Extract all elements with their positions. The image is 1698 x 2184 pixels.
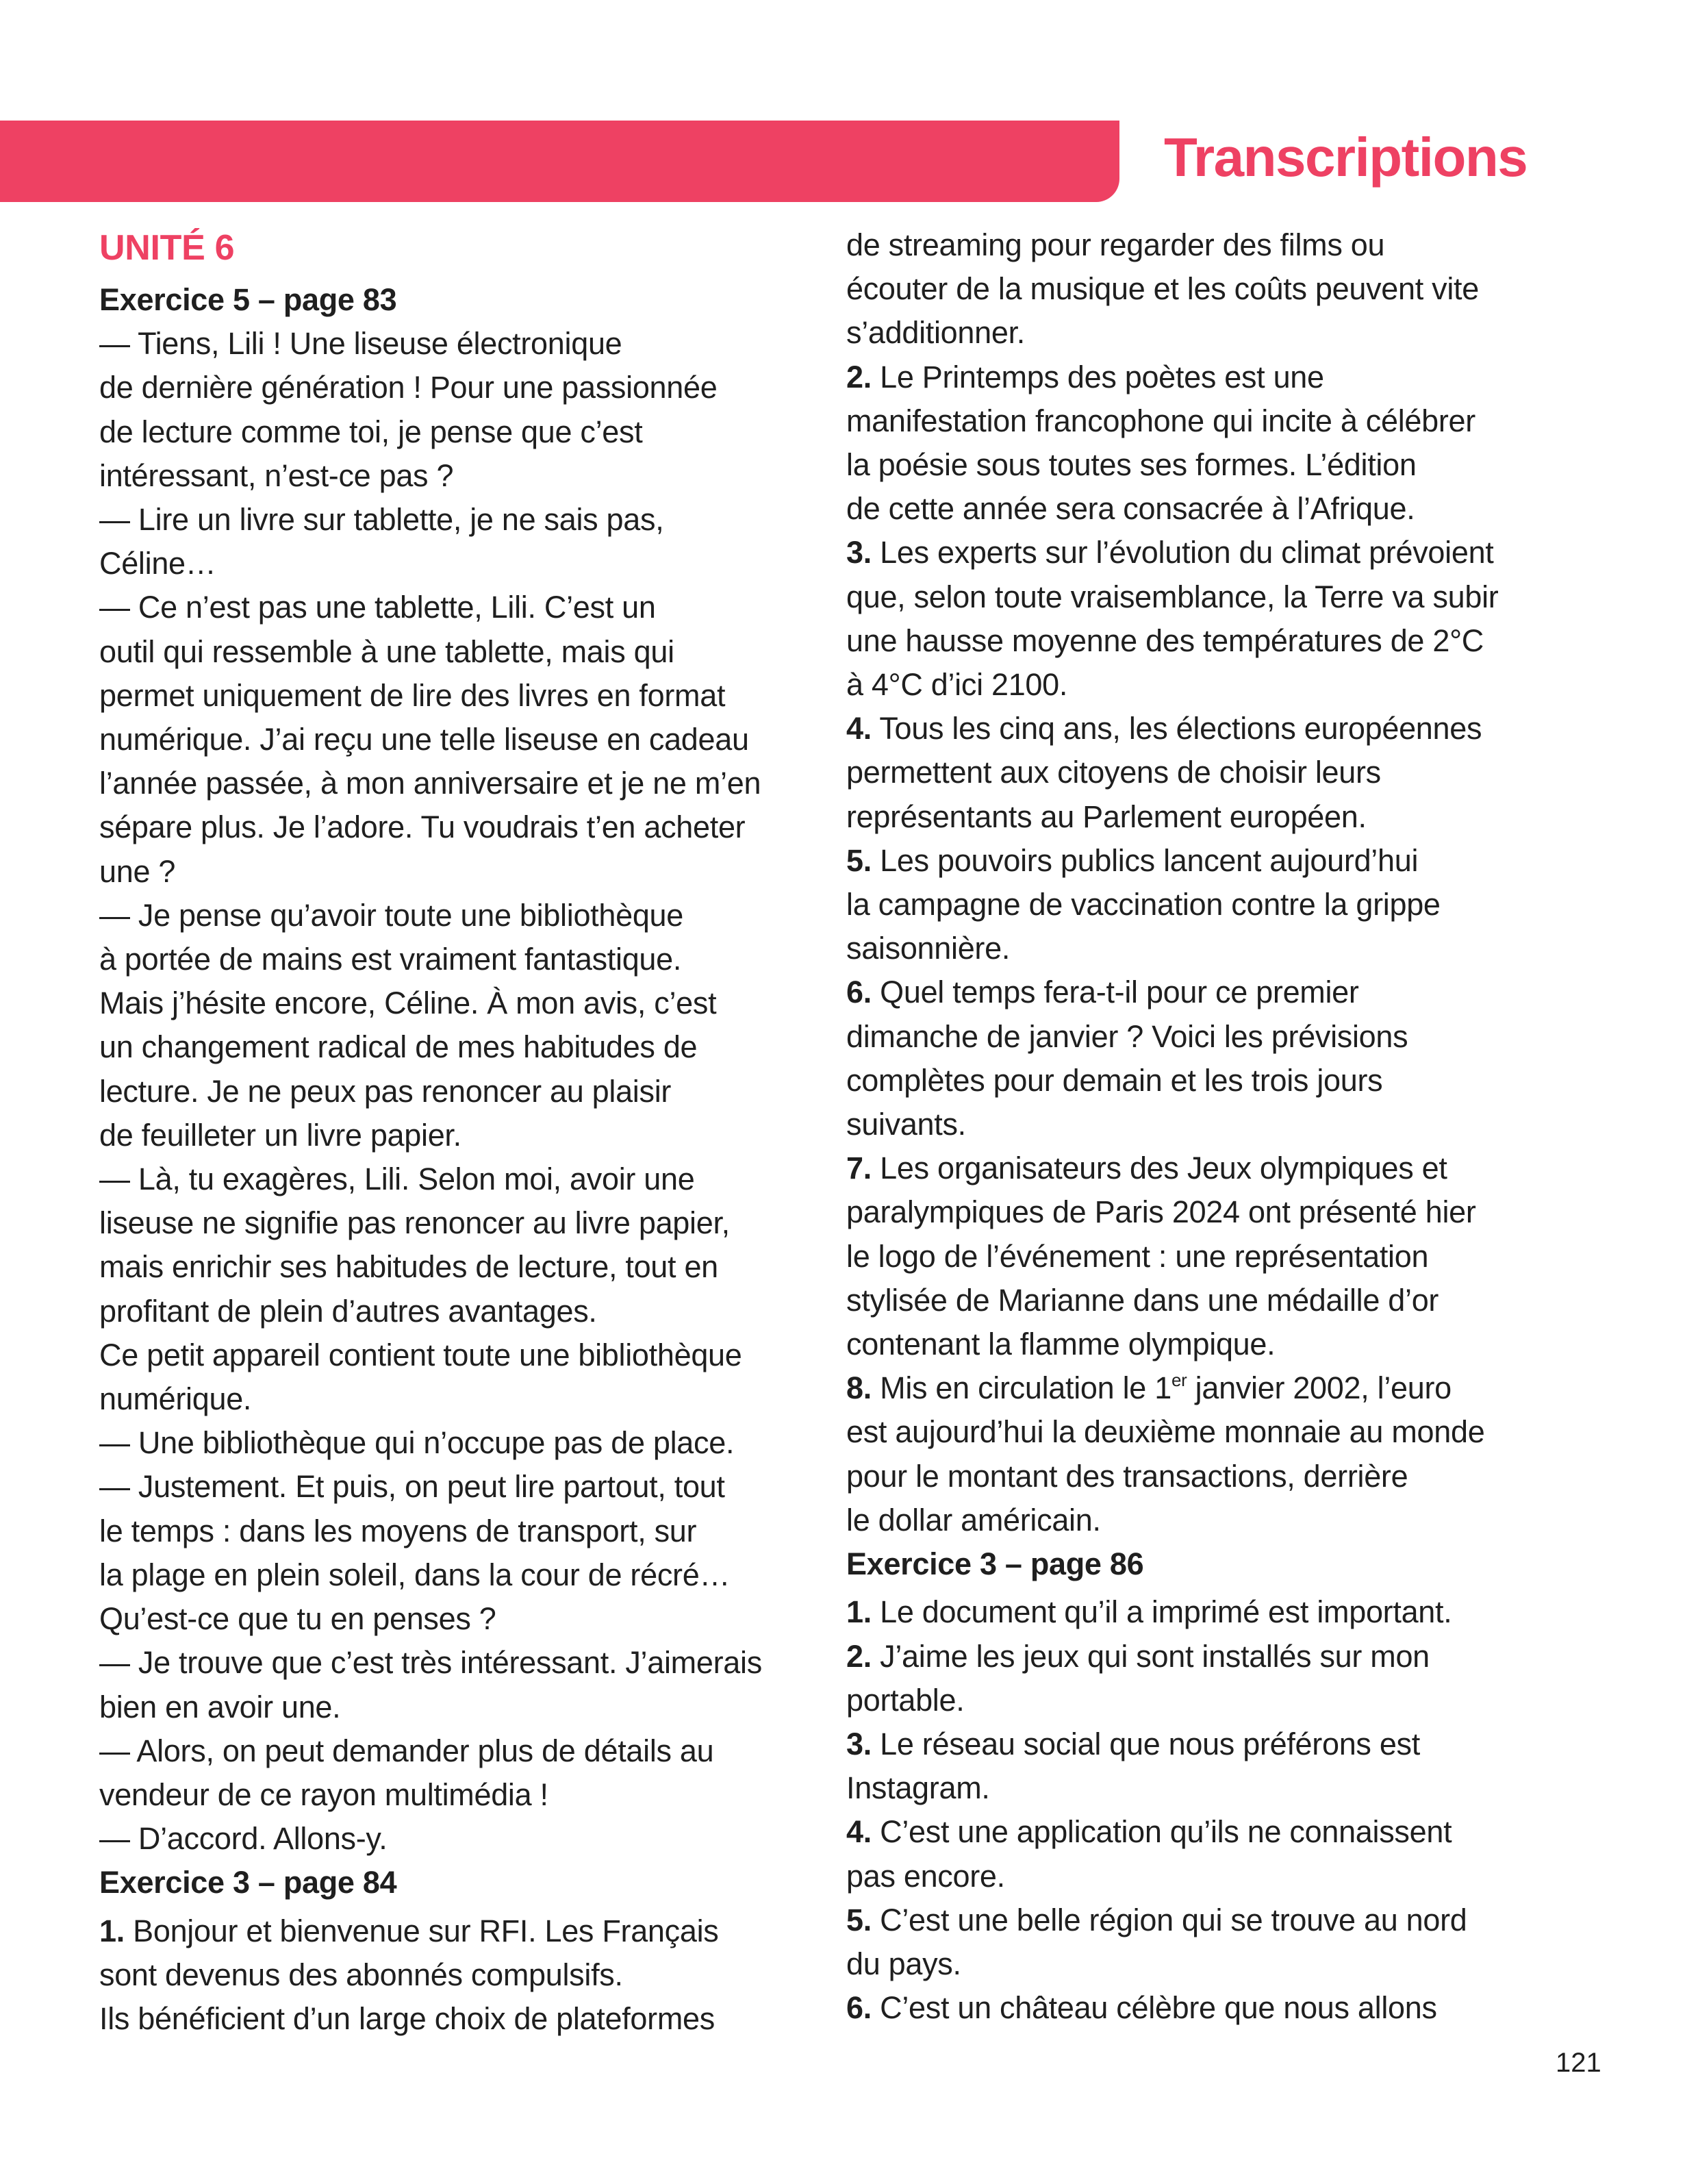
numbered-item bbox=[846, 970, 1572, 1146]
transcript-line: bien en avoir une. bbox=[99, 1689, 341, 1724]
item-first-line bbox=[846, 355, 1572, 399]
transcript-line: saisonnière. bbox=[846, 931, 1011, 966]
item-first-line bbox=[846, 1366, 1572, 1410]
item-number: 7. bbox=[846, 1151, 872, 1186]
item-number: 1. bbox=[99, 1913, 125, 1948]
transcript-line: de cette année sera consacrée à l’Afrique. bbox=[846, 491, 1415, 527]
item-first-line bbox=[846, 970, 1572, 1014]
transcript-line: pour le montant des transactions, derrière bbox=[846, 1458, 1408, 1494]
item-number: 3. bbox=[846, 1726, 872, 1761]
transcript-line: paralympiques de Paris 2024 ont présenté hier bbox=[846, 1194, 1476, 1230]
item-first-line bbox=[846, 1986, 1572, 2030]
transcript-line: — Alors, on peut demander plus de détails au bbox=[99, 1733, 714, 1768]
transcript-line: suivants. bbox=[846, 1107, 966, 1142]
transcript-line: représentants au Parlement européen. bbox=[846, 799, 1367, 834]
transcript-line: stylisée de Marianne dans une médaille d’or bbox=[846, 1282, 1439, 1318]
item-text: Les experts sur l’évolution du climat prévoient bbox=[871, 535, 1494, 570]
transcript-line: le logo de l’événement : une représentation bbox=[846, 1238, 1429, 1274]
numbered-item bbox=[846, 1635, 1572, 1722]
transcript-line: un changement radical de mes habitudes de bbox=[99, 1029, 698, 1065]
transcript-line: que, selon toute vraisemblance, la Terre va subir bbox=[846, 579, 1499, 614]
transcript-line: Instagram. bbox=[846, 1770, 990, 1806]
ordinal-superscript: er bbox=[1171, 1370, 1187, 1391]
right-column bbox=[846, 223, 1572, 2030]
numbered-item bbox=[846, 355, 1572, 531]
item-first-line bbox=[99, 1909, 825, 1953]
item-number: 1. bbox=[846, 1594, 872, 1630]
item-text: J’aime les jeux qui sont installés sur mon bbox=[871, 1638, 1430, 1674]
transcript-line: le temps : dans les moyens de transport, sur bbox=[99, 1513, 697, 1548]
numbered-item bbox=[846, 707, 1572, 839]
item-text: Le réseau social que nous préférons est bbox=[871, 1726, 1420, 1761]
item-first-line bbox=[846, 1635, 1572, 1679]
item-text: Mis en circulation le 1 bbox=[871, 1370, 1171, 1406]
transcript-line: pas encore. bbox=[846, 1858, 1005, 1894]
transcript-line: l’année passée, à mon anniversaire et je ne m’en bbox=[99, 766, 761, 801]
transcript-line: liseuse ne signifie pas renoncer au livre papier, bbox=[99, 1205, 730, 1241]
transcript-line: le dollar américain. bbox=[846, 1502, 1101, 1537]
transcript-line: Mais j’hésite encore, Céline. À mon avis, c’est bbox=[99, 986, 717, 1021]
unit-heading: UNITÉ 6 bbox=[99, 228, 235, 268]
item-text: Tous les cinq ans, les élections européennes bbox=[871, 711, 1482, 746]
item-first-line bbox=[846, 531, 1572, 575]
transcript-line: permettent aux citoyens de choisir leurs bbox=[846, 755, 1381, 790]
transcript-line: permet uniquement de lire des livres en format bbox=[99, 677, 726, 713]
transcript-line: de dernière génération ! Pour une passionnée bbox=[99, 370, 718, 405]
numbered-item bbox=[846, 1366, 1572, 1542]
page-title: Transcriptions bbox=[1164, 127, 1528, 188]
item-text: C’est un château célèbre que nous allons bbox=[871, 1990, 1437, 2026]
transcript-line: une ? bbox=[99, 853, 176, 889]
transcript-line: complètes pour demain et les trois jours bbox=[846, 1062, 1383, 1098]
transcript-line: portable. bbox=[846, 1682, 965, 1718]
numbered-item bbox=[846, 1722, 1572, 1810]
transcript-line: numérique. J’ai reçu une telle liseuse en cadeau bbox=[99, 722, 749, 757]
exercise-heading: Exercice 5 – page 83 bbox=[99, 282, 397, 317]
transcript-line: lecture. Je ne peux pas renoncer au plaisir bbox=[99, 1073, 672, 1109]
item-text: Le document qu’il a imprimé est important. bbox=[871, 1594, 1452, 1630]
header-banner bbox=[0, 121, 1119, 202]
transcript-line: est aujourd’hui la deuxième monnaie au monde bbox=[846, 1414, 1485, 1450]
item-first-line bbox=[846, 839, 1572, 883]
transcript-line: du pays. bbox=[846, 1946, 961, 1981]
item-text: janvier 2002, l’euro bbox=[1187, 1370, 1452, 1406]
transcript-line: — Tiens, Lili ! Une liseuse électronique bbox=[99, 326, 622, 362]
left-column bbox=[99, 223, 825, 2041]
item-text: Quel temps fera-t-il pour ce premier bbox=[871, 975, 1359, 1010]
transcript-line: Ils bénéficient d’un large choix de plateformes bbox=[99, 2000, 715, 2036]
transcript-line: à portée de mains est vraiment fantastique. bbox=[99, 942, 682, 977]
item-first-line bbox=[846, 1722, 1572, 1766]
transcript-line: sépare plus. Je l’adore. Tu voudrais t’en acheter bbox=[99, 809, 746, 845]
numbered-item bbox=[99, 1909, 825, 2042]
transcript-line: — Lire un livre sur tablette, je ne sais pas, bbox=[99, 502, 664, 538]
item-text: Bonjour et bienvenue sur RFI. Les Français bbox=[124, 1913, 719, 1948]
transcript-line: — Je trouve que c’est très intéressant. J’aimerais bbox=[99, 1645, 762, 1681]
transcript-line: profitant de plein d’autres avantages. bbox=[99, 1293, 597, 1329]
transcript-line: dimanche de janvier ? Voici les prévisions bbox=[846, 1018, 1408, 1054]
transcript-line: — Justement. Et puis, on peut lire partout, tout bbox=[99, 1469, 725, 1505]
item-number: 4. bbox=[846, 1814, 872, 1850]
transcript-line: — Je pense qu’avoir toute une bibliothèque bbox=[99, 897, 684, 933]
item-number: 4. bbox=[846, 711, 872, 746]
transcript-line: s’additionner. bbox=[846, 315, 1025, 351]
item-number: 5. bbox=[846, 842, 872, 878]
transcript-line: vendeur de ce rayon multimédia ! bbox=[99, 1777, 548, 1812]
transcript-line: — Ce n’est pas une tablette, Lili. C’est un bbox=[99, 590, 656, 625]
item-first-line bbox=[846, 1590, 1572, 1634]
numbered-item bbox=[846, 1898, 1572, 1986]
transcript-line: mais enrichir ses habitudes de lecture, tout en bbox=[99, 1249, 718, 1285]
item-text: Le Printemps des poètes est une bbox=[871, 359, 1324, 394]
item-first-line bbox=[846, 1146, 1572, 1190]
numbered-item bbox=[846, 531, 1572, 707]
item-number: 3. bbox=[846, 535, 872, 570]
numbered-item bbox=[846, 1986, 1572, 2030]
item-number: 8. bbox=[846, 1370, 872, 1406]
transcript-line: la plage en plein soleil, dans la cour de récré… bbox=[99, 1557, 731, 1592]
item-first-line bbox=[846, 707, 1572, 751]
transcript-line: numérique. bbox=[99, 1381, 252, 1417]
transcript-line: de streaming pour regarder des films ou bbox=[846, 227, 1385, 262]
item-text: C’est une application qu’ils ne connaissent bbox=[871, 1814, 1452, 1850]
transcript-line: de lecture comme toi, je pense que c’est bbox=[99, 414, 643, 449]
transcript-line: Qu’est-ce que tu en penses ? bbox=[99, 1601, 496, 1637]
item-number: 2. bbox=[846, 1638, 872, 1674]
numbered-item bbox=[846, 1810, 1572, 1898]
exercise-5-transcript bbox=[99, 322, 825, 1861]
item-first-line bbox=[846, 1810, 1572, 1854]
item-number: 6. bbox=[846, 975, 872, 1010]
transcript-line: — D’accord. Allons-y. bbox=[99, 1821, 388, 1857]
exercise-heading: Exercice 3 – page 86 bbox=[846, 1546, 1144, 1582]
transcript-line: sont devenus des abonnés compulsifs. bbox=[99, 1957, 623, 1992]
transcript-line: intéressant, n’est-ce pas ? bbox=[99, 457, 454, 493]
transcript-line: Céline… bbox=[99, 546, 216, 581]
transcript-line: à 4°C d’ici 2100. bbox=[846, 667, 1068, 703]
item-number: 5. bbox=[846, 1902, 872, 1937]
transcript-line: contenant la flamme olympique. bbox=[846, 1327, 1276, 1362]
transcript-line: Ce petit appareil contient toute une bibliothèque bbox=[99, 1337, 742, 1372]
item-first-line bbox=[846, 1898, 1572, 1942]
exercise-heading: Exercice 3 – page 84 bbox=[99, 1865, 397, 1900]
transcript-line: — Une bibliothèque qui n’occupe pas de place. bbox=[99, 1425, 735, 1461]
transcript-line: une hausse moyenne des températures de 2°C bbox=[846, 623, 1484, 658]
item-text: Les organisateurs des Jeux olympiques et bbox=[871, 1151, 1447, 1186]
numbered-item bbox=[846, 839, 1572, 971]
transcript-line: la poésie sous toutes ses formes. L’édition bbox=[846, 447, 1417, 483]
transcript-line: la campagne de vaccination contre la grippe bbox=[846, 887, 1441, 922]
item-number: 6. bbox=[846, 1990, 872, 2026]
transcript-line: écouter de la musique et les coûts peuvent vite bbox=[846, 271, 1479, 307]
transcript-line: de feuilleter un livre papier. bbox=[99, 1117, 461, 1153]
item-text: C’est une belle région qui se trouve au nord bbox=[871, 1902, 1467, 1937]
numbered-item bbox=[846, 1590, 1572, 1634]
item-text: Les pouvoirs publics lancent aujourd’hui bbox=[871, 842, 1419, 878]
transcript-line: manifestation francophone qui incite à célébrer bbox=[846, 403, 1475, 438]
transcript-line: — Là, tu exagères, Lili. Selon moi, avoir une bbox=[99, 1162, 695, 1197]
numbered-item bbox=[846, 1146, 1572, 1366]
item-number: 2. bbox=[846, 359, 872, 394]
page-number: 121 bbox=[1556, 2048, 1601, 2078]
transcript-line: outil qui ressemble à une tablette, mais qui bbox=[99, 633, 674, 669]
